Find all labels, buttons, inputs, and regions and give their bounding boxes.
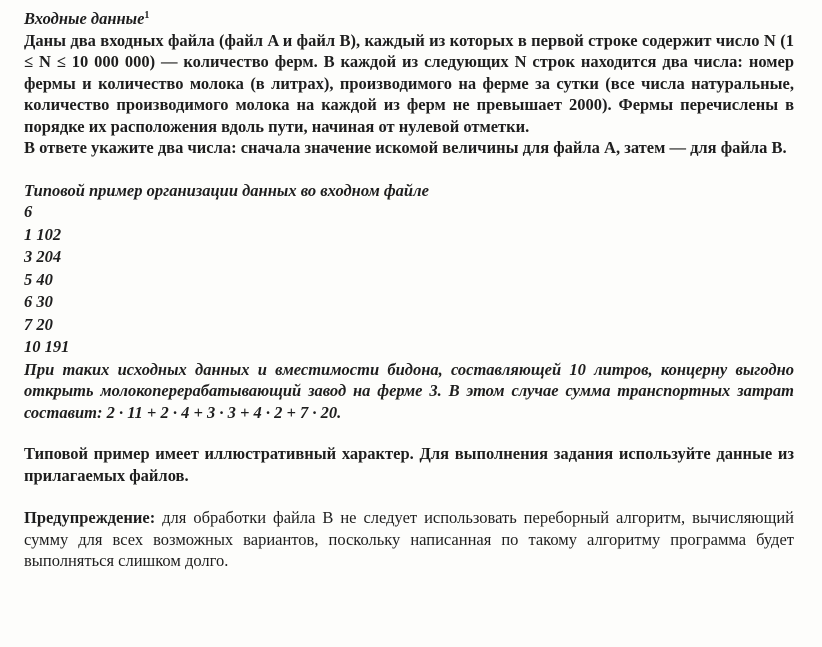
example-line: 3 204	[24, 247, 62, 266]
document-page	[24, 8, 794, 572]
warning-text: для обработки файла B не следует использовать переборный алгоритм, вычисляющий сумму для всех возможных вариантов, поскольку написанная по такому алгоритму программа будет выполняться слишком долго.	[24, 508, 794, 570]
example-line: 7 20	[24, 314, 53, 334]
example-line: 6 30	[24, 292, 53, 311]
example-line: 6	[24, 202, 33, 221]
example-line: 5 40	[24, 269, 53, 289]
example-explanation: При таких исходных данных и вместимости бидона, составляющей 10 литров, концерну выгодно открыть молокоперерабатывающий завод на ферме 3. В этом случае сумма транспортных затрат составит: 2 · 11 + 2 · 4 + 3 · 3 + 4 · 2 + 7 · 20.	[24, 359, 794, 422]
section-heading-text: Входные данные	[24, 9, 145, 28]
footnote-mark: 1	[144, 10, 150, 21]
example-line: 10 191	[24, 337, 70, 356]
section-heading	[24, 8, 794, 30]
example-line: 1 102	[24, 224, 62, 244]
example-heading: Типовой пример организации данных во входном файле	[24, 180, 429, 200]
answer-instruction-paragraph: В ответе укажите два числа: сначала значение искомой величины для файла A, затем — для файла B.	[24, 138, 787, 157]
warning-paragraph	[24, 507, 794, 572]
input-description-paragraph: Даны два входных файла (файл A и файл B), каждый из которых в первой строке содержит число N (1 ≤ N ≤ 10 000 000) — количество ферм. В каждой из следующих N строк находится два числа: номер фермы и количество молока (в литрах), производимого на ферме за сутки (все числа натуральные, количество производимого молока на каждой из ферм не превышает 2000). Фермы перечислены в порядке их расположения вдоль пути, начиная от нулевой отметки.	[24, 30, 794, 136]
warning-label: Предупреждение:	[24, 508, 156, 527]
example-data-list	[24, 201, 794, 359]
illustrative-note: Типовой пример имеет иллюстративный характер. Для выполнения задания используйте данные из прилагаемых файлов.	[24, 444, 794, 485]
